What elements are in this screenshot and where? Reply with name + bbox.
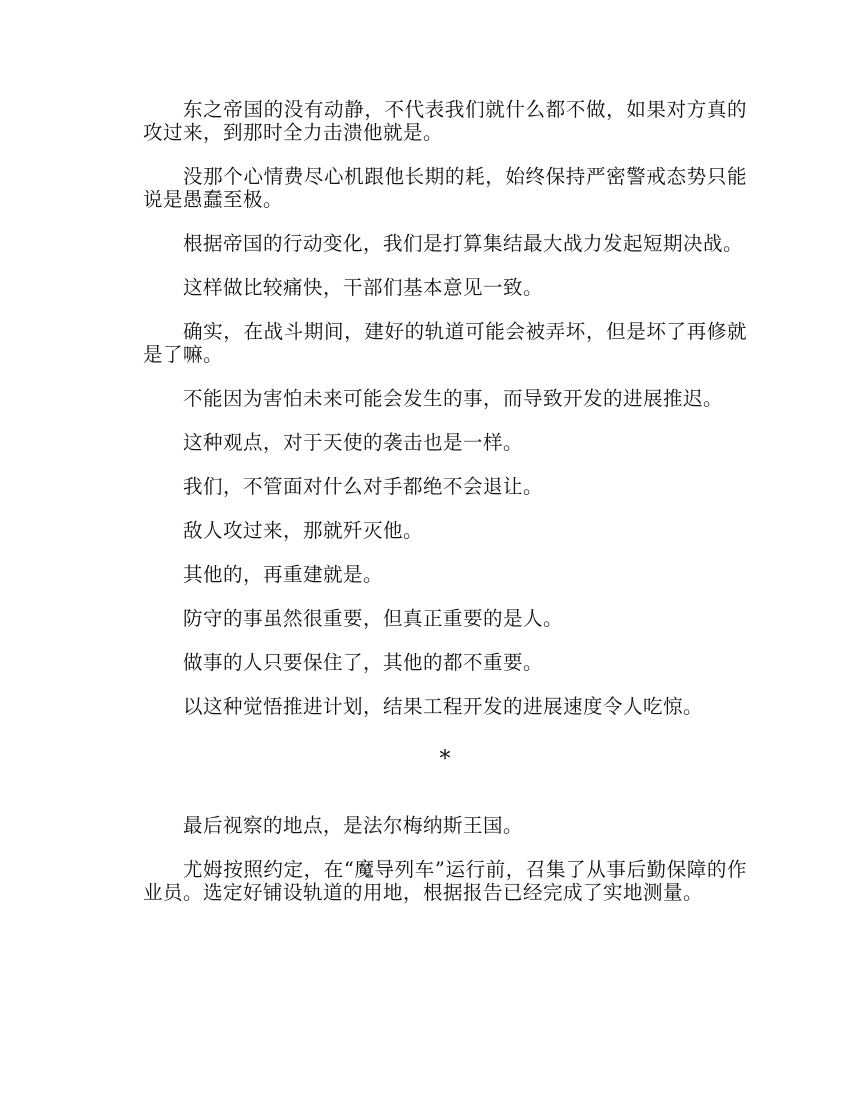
paragraph: 东之帝国的没有动静，不代表我们就什么都不做，如果对方真的攻过来，到那时全力击溃他就是。 xyxy=(143,98,747,144)
section-separator: * xyxy=(439,747,451,772)
paragraph: 不能因为害怕未来可能会发生的事，而导致开发的进展推迟。 xyxy=(183,387,724,410)
paragraph: 我们，不管面对什么对手都绝不会退让。 xyxy=(183,475,544,498)
paragraph: 确实，在战斗期间，建好的轨道可能会被弄坏，但是坏了再修就是了嘛。 xyxy=(143,320,747,366)
paragraph: 防守的事虽然很重要，但真正重要的是人。 xyxy=(183,607,564,630)
paragraph: 尤姆按照约定，在“魔导列车”运行前，召集了从事后勤保障的作业员。选定好铺设轨道的用地，根据报告已经完成了实地测量。 xyxy=(143,858,747,904)
paragraph: 这种观点，对于天使的袭击也是一样。 xyxy=(183,431,524,454)
paragraph: 根据帝国的行动变化，我们是打算集结最大战力发起短期决战。 xyxy=(183,232,744,255)
paragraph: 没那个心情费尽心机跟他长期的耗，始终保持严密警戒态势只能说是愚蠢至极。 xyxy=(143,165,747,211)
paragraph: 其他的，再重建就是。 xyxy=(183,563,384,586)
paragraph: 这样做比较痛快，干部们基本意见一致。 xyxy=(183,276,544,299)
paragraph: 敌人攻过来，那就歼灭他。 xyxy=(183,519,424,542)
paragraph: 以这种觉悟推进计划，结果工程开发的进展速度令人吃惊。 xyxy=(183,695,704,718)
paragraph: 做事的人只要保住了，其他的都不重要。 xyxy=(183,651,544,674)
document-page xyxy=(143,98,747,925)
paragraph: 最后视察的地点，是法尔梅纳斯王国。 xyxy=(183,814,524,837)
